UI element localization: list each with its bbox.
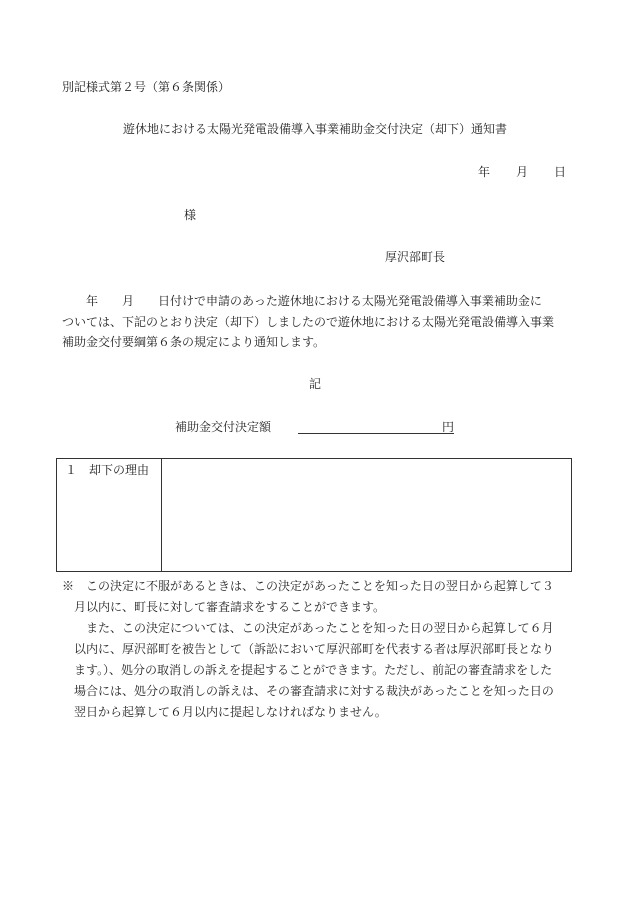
reason-table	[56, 458, 572, 572]
note-line: 以内に、厚沢部町を被告として（訴訟において厚沢部町を代表する者は厚沢部町長となり	[62, 642, 555, 656]
body-line: 年 月 日付けで申請のあった遊休地における太陽光発電設備導入事業補助金に	[62, 294, 542, 308]
note-line: ます。）、処分の取消しの訴えを提起することができます。ただし、前記の審査請求をした	[62, 663, 553, 677]
notes	[62, 576, 582, 723]
ki-heading: 記	[308, 377, 321, 391]
note-line: 月以内に、町長に対して審査請求をすることができます。	[62, 600, 386, 614]
note-line: また、この決定については、この決定があったことを知った日の翌日から起算して６月	[62, 621, 554, 635]
issuer-name: 厚沢部町長	[385, 250, 446, 264]
form-label: 別記様式第２号（第６条関係）	[62, 80, 231, 94]
note-line: ※ この決定に不服があるときは、この決定があったことを知った日の翌日から起算して３	[62, 579, 554, 593]
body-line: 補助金交付要綱第６条の規定により通知します。	[62, 335, 326, 349]
document-title: 遊休地における太陽光発電設備導入事業補助金交付決定（却下）通知書	[122, 122, 507, 136]
note-line: 場合には、処分の取消しの訴えは、その審査請求に対する裁決があったことを知った日の	[62, 684, 554, 698]
amount-field[interactable]	[298, 433, 454, 434]
date-row	[478, 164, 566, 180]
amount-unit: 円	[442, 420, 455, 434]
date-day: 日	[553, 165, 566, 179]
note-line: 翌日から起算して６月以内に提起しなければなりません。	[62, 705, 387, 719]
body-line: ついては、下記のとおり決定（却下）しましたので遊休地における太陽光発電設備導入事業	[62, 314, 555, 329]
reason-label: １ 却下の理由	[65, 463, 150, 477]
reason-value-cell[interactable]	[162, 459, 571, 571]
addressee: 様	[184, 208, 197, 222]
date-year: 年	[477, 165, 490, 179]
body-paragraph	[62, 291, 582, 353]
date-month: 月	[515, 165, 528, 179]
amount-label: 補助金交付決定額	[175, 420, 272, 434]
reason-label-cell	[57, 459, 162, 571]
